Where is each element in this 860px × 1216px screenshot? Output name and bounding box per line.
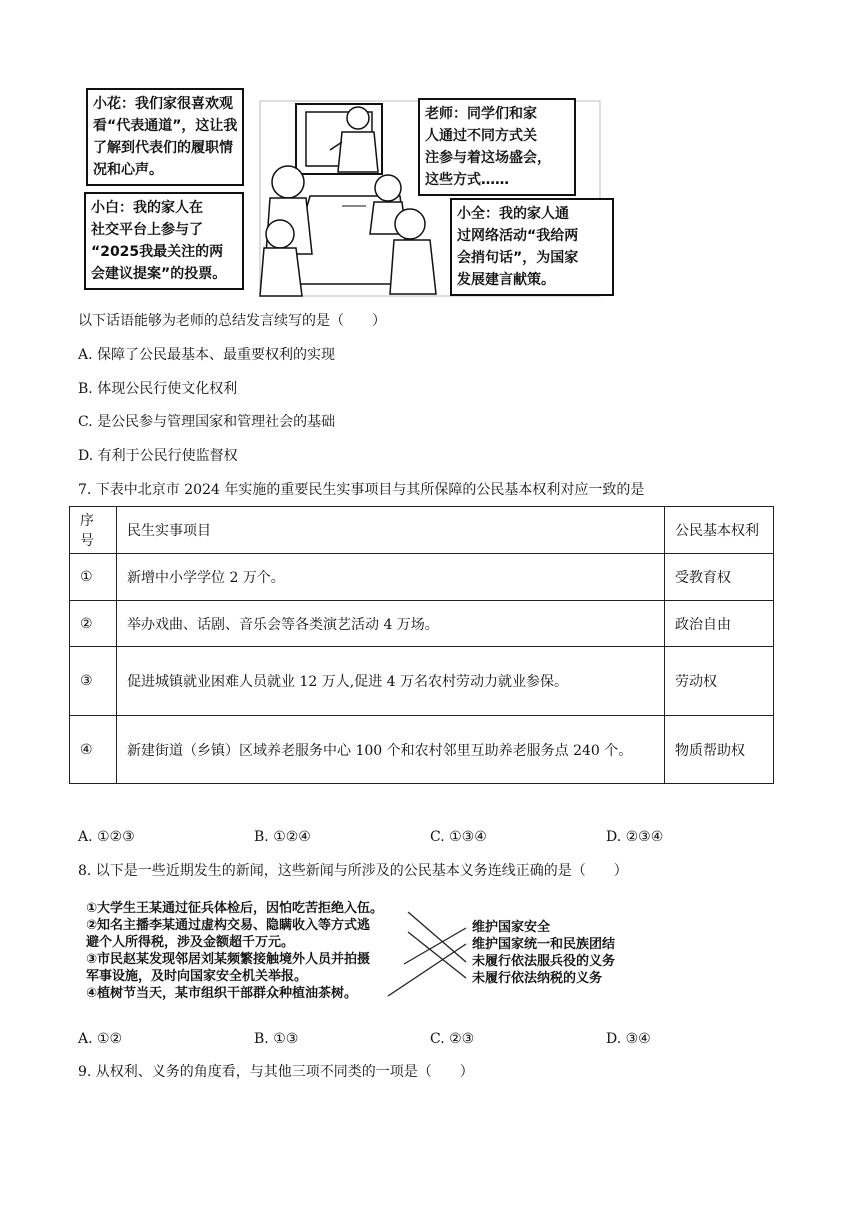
- speech-bubble-xiaobai: 小白：我的家人在 社交平台上参与了 “2025我最关注的两 会建议提案”的投票。: [84, 192, 244, 290]
- q8-option-c[interactable]: C. ②③: [430, 1031, 475, 1047]
- speech-bubble-xiaohua: 小花：我们家很喜欢观 看“代表通道”，这让我 了解到代表们的履职情 况和心声。: [86, 88, 244, 186]
- row-index: ②: [70, 601, 117, 647]
- q7-option-d[interactable]: D. ②③④: [606, 829, 664, 845]
- row-right: 劳动权: [665, 647, 774, 716]
- q6-option-b[interactable]: B. 体现公民行使文化权利: [78, 381, 238, 397]
- row-index: ①: [70, 554, 117, 601]
- comic-illustration: [80, 84, 616, 298]
- table-header-row: [70, 507, 774, 554]
- q8-option-d[interactable]: D. ③④: [606, 1031, 651, 1047]
- q7-stem: 7. 下表中北京市 2024 年实施的重要民生实事项目与其所保障的公民基本权利对应一致的是: [78, 482, 645, 498]
- row-right: 受教育权: [665, 554, 774, 601]
- q7-option-b[interactable]: B. ①②④: [254, 829, 311, 845]
- table-row: [70, 647, 774, 716]
- header-project: 民生实事项目: [117, 507, 665, 554]
- row-project: 新增中小学学位 2 万个。: [117, 554, 665, 601]
- q8-stem: 8. 以下是一些近期发生的新闻，这些新闻与所涉及的公民基本义务连线正确的是（ ）: [78, 863, 628, 879]
- header-index: 序号: [70, 507, 117, 554]
- row-index: ④: [70, 716, 117, 784]
- q7-option-c[interactable]: C. ①③④: [430, 829, 487, 845]
- news-matching-figure: [86, 898, 646, 1008]
- row-index: ③: [70, 647, 117, 716]
- q7-option-a[interactable]: A. ①②③: [78, 829, 135, 845]
- q8-option-a[interactable]: A. ①②: [78, 1031, 123, 1047]
- table-row: [70, 716, 774, 784]
- table-row: [70, 601, 774, 647]
- q6-option-c[interactable]: C. 是公民参与管理国家和管理社会的基础: [78, 414, 336, 430]
- speech-bubble-xiaoquan: 小全：我的家人通 过网络活动“我给两 会捎句话”，为国家 发展建言献策。: [450, 198, 614, 296]
- q6-option-d[interactable]: D. 有利于公民行使监督权: [78, 448, 238, 464]
- row-right: 政治自由: [665, 601, 774, 647]
- row-project: 举办戏曲、话剧、音乐会等各类演艺活动 4 万场。: [117, 601, 665, 647]
- rights-table: [69, 506, 774, 784]
- row-project: 促进城镇就业困难人员就业 12 万人,促进 4 万名农村劳动力就业参保。: [117, 647, 665, 716]
- table-row: [70, 554, 774, 601]
- row-right: 物质帮助权: [665, 716, 774, 784]
- news-list: ①大学生王某通过征兵体检后，因怕吃苦拒绝入伍。 ②知名主播李某通过虚构交易、隐瞒收入等方式逃 避个人所得税，涉及金额超千万元。 ③市民赵某发现邻居刘某频繁接触境外人员并拍摄 军事设施，及时向国家安全机关举报。 ④植树节当天，某市组织干部群众种植油茶树。: [86, 901, 384, 1001]
- speech-bubble-teacher: 老师：同学们和家 人通过不同方式关 注参与着这场盛会， 这些方式……: [418, 98, 576, 196]
- q8-option-b[interactable]: B. ①③: [254, 1031, 299, 1047]
- header-right: 公民基本权利: [665, 507, 774, 554]
- row-project: 新建街道（乡镇）区域养老服务中心 100 个和农村邻里互助养老服务点 240 个。: [117, 716, 665, 784]
- q6-stem: 以下话语能够为老师的总结发言续写的是（ ）: [78, 313, 386, 329]
- q9-stem: 9. 从权利、义务的角度看，与其他三项不同类的一项是（ ）: [78, 1064, 474, 1080]
- duty-list: 维护国家安全 维护国家统一和民族团结 未履行依法服兵役的义务 未履行依法纳税的义务: [472, 920, 616, 986]
- q6-option-a[interactable]: A. 保障了公民最基本、最重要权利的实现: [78, 347, 336, 363]
